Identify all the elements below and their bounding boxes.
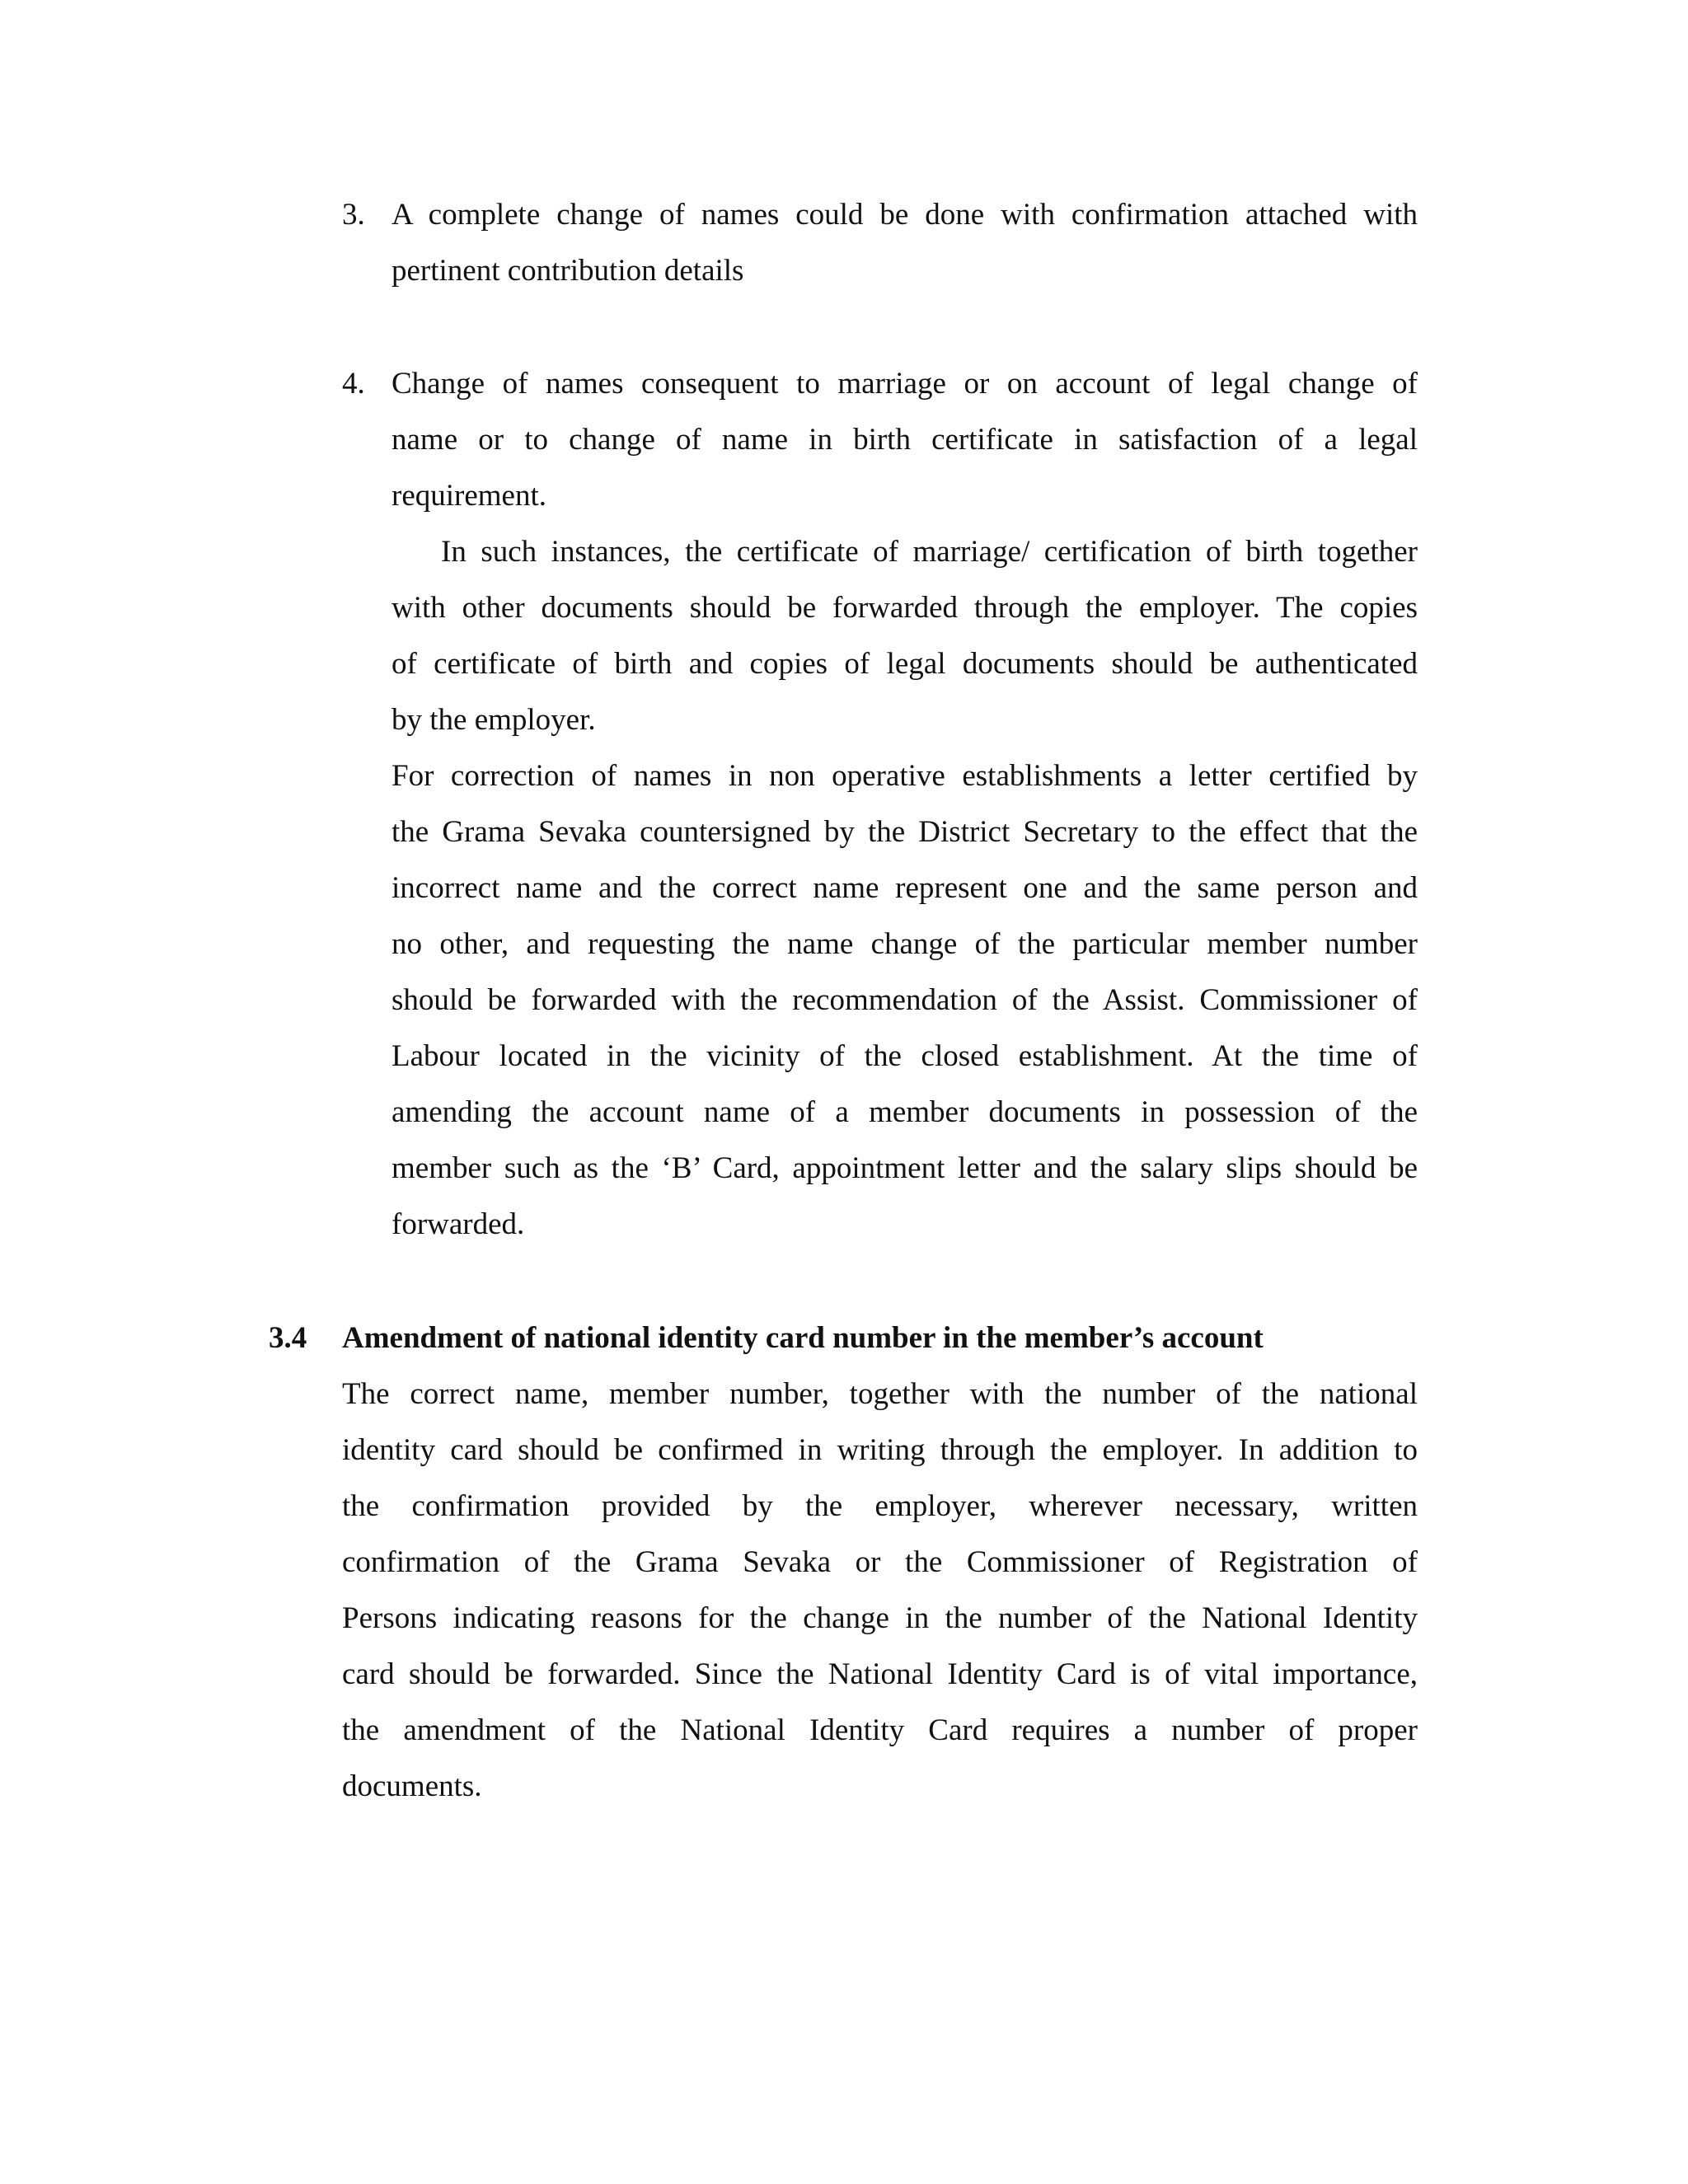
text-line: no other, and requesting the name change of the particular member number xyxy=(392,927,1418,961)
text-line: should be forwarded with the recommendation of the Assist. Commissioner of xyxy=(392,983,1418,1017)
text-line: documents. xyxy=(342,1769,482,1803)
text-line: requirement. xyxy=(392,479,546,513)
section-body xyxy=(342,1366,1418,1815)
text-line: The correct name, member number, together with the number of the national xyxy=(342,1377,1418,1411)
section-number: 3.4 xyxy=(269,1321,307,1355)
text-line: incorrect name and the correct name represent one and the same person and xyxy=(392,871,1418,905)
text-line: Labour located in the vicinity of the closed establishment. At the time of xyxy=(392,1039,1418,1073)
list-item-number: 3. xyxy=(342,198,365,232)
text-line: confirmation of the Grama Sevaka or the Commissioner of Registration of xyxy=(342,1545,1418,1579)
section-title: Amendment of national identity card number in the member’s account xyxy=(342,1321,1264,1355)
list-item-number: 4. xyxy=(342,367,365,401)
section-heading xyxy=(269,1310,1423,1366)
text-line: forwarded. xyxy=(392,1207,525,1241)
text-line: the amendment of the National Identity Card requires a number of proper xyxy=(342,1713,1418,1747)
text-line: identity card should be confirmed in writing through the employer. In addition to xyxy=(342,1433,1418,1467)
text-line: the Grama Sevaka countersigned by the District Secretary to the effect that the xyxy=(392,815,1418,849)
text-line: of certificate of birth and copies of legal documents should be authenticated xyxy=(392,647,1418,681)
text-line: Persons indicating reasons for the change in the number of the National Identity xyxy=(342,1601,1418,1635)
list-item-body xyxy=(392,187,1418,299)
text-line: by the employer. xyxy=(392,703,596,737)
text-line: with other documents should be forwarded through the employer. The copies xyxy=(392,591,1418,625)
text-line: In such instances, the certificate of marriage/ certification of birth together xyxy=(441,535,1418,569)
list-item-body xyxy=(392,356,1418,1253)
text-line: card should be forwarded. Since the National Identity Card is of vital importance, xyxy=(342,1657,1418,1691)
text-line: Change of names consequent to marriage or on account of legal change of xyxy=(392,367,1418,401)
text-line: name or to change of name in birth certificate in satisfaction of a legal xyxy=(392,423,1418,457)
text-line: pertinent contribution details xyxy=(392,254,744,288)
text-line: the confirmation provided by the employer, wherever necessary, written xyxy=(342,1489,1418,1523)
text-line: For correction of names in non operative establishments a letter certified by xyxy=(392,759,1418,793)
text-line: member such as the ‘B’ Card, appointment letter and the salary slips should be xyxy=(392,1151,1418,1185)
text-line: amending the account name of a member documents in possession of the xyxy=(392,1095,1418,1129)
text-line: A complete change of names could be done with confirmation attached with xyxy=(392,198,1418,232)
